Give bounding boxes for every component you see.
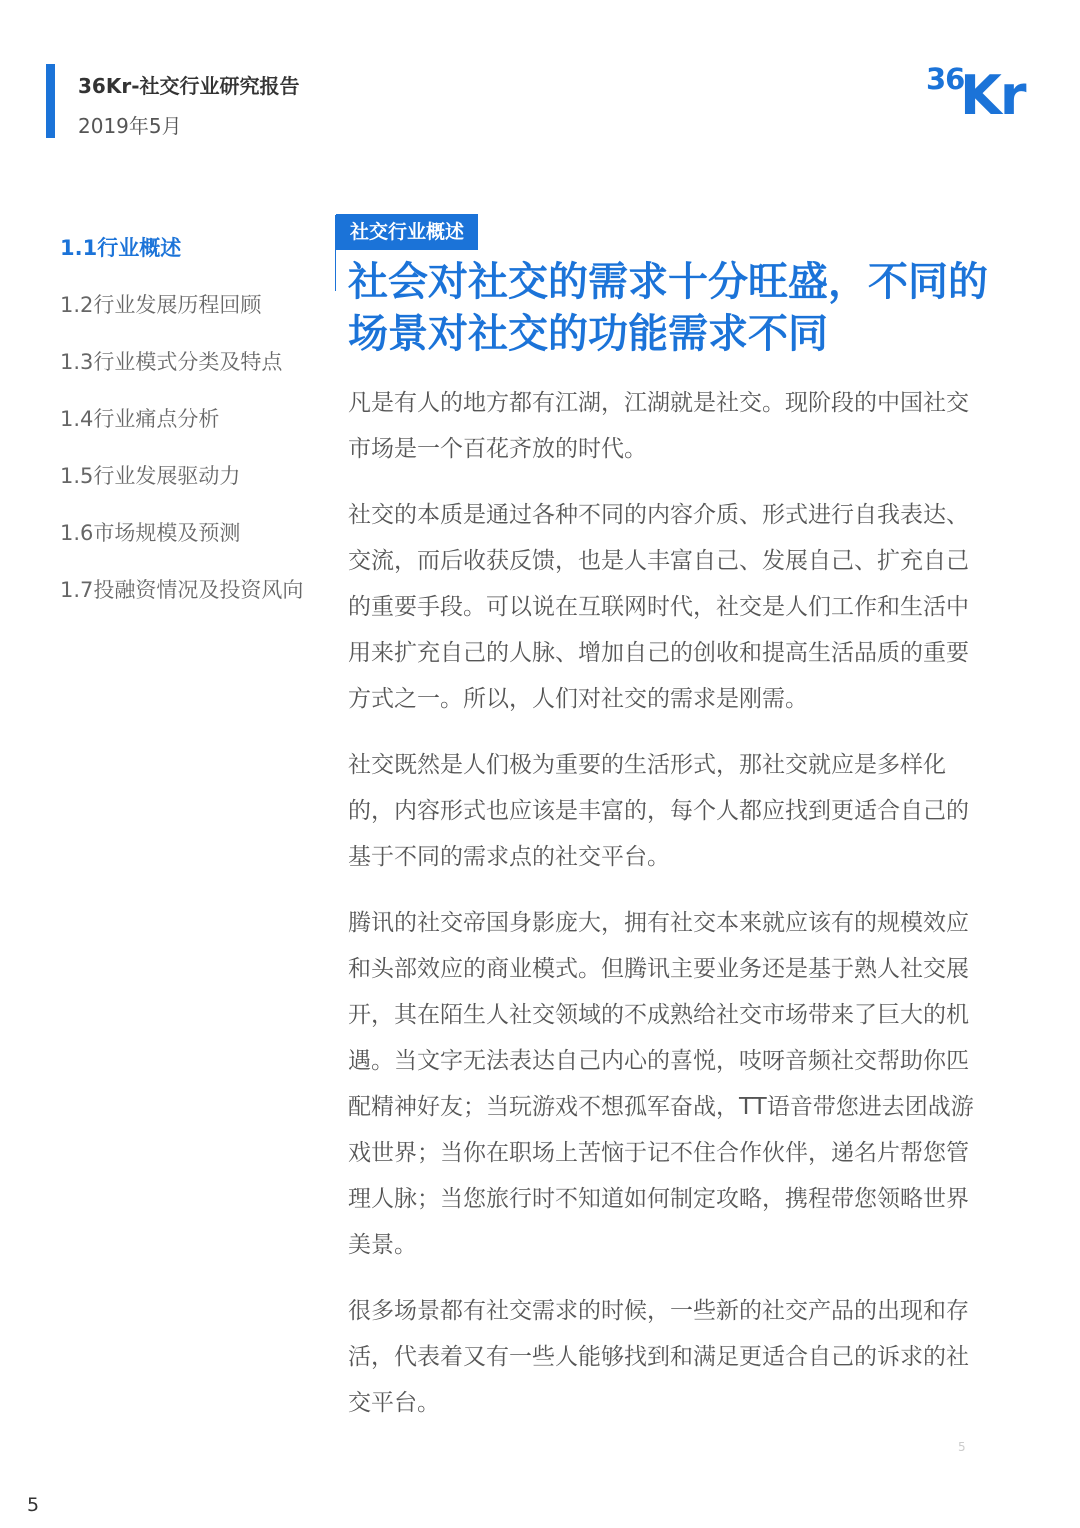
paragraph: 社交的本质是通过各种不同的内容介质、形式进行自我表达、交流，而后收获反馈，也是人丰富自己、发展自己、扩充自己的重要手段。可以说在互联网时代，社交是人们工作和生活中用来扩充自己的人脉、增加自己的创收和提高生活品质的重要方式之一。所以，人们对社交的需求是刚需。 bbox=[348, 502, 969, 712]
brand-logo bbox=[926, 58, 1038, 127]
paragraph: 凡是有人的地方都有江湖，江湖就是社交。现阶段的中国社交市场是一个百花齐放的时代。 bbox=[348, 390, 969, 462]
section-headline: 社会对社交的需求十分旺盛，不同的场景对社交的功能需求不同 bbox=[348, 259, 988, 357]
paragraph: 腾讯的社交帝国身影庞大，拥有社交本来就应该有的规模效应和头部效应的商业模式。但腾讯主要业务还是基于熟人社交展开，其在陌生人社交领域的不成熟给社交市场带来了巨大的机遇。当文字无法表达自己内心的喜悦，吱呀音频社交帮助你匹配精神好友；当玩游戏不想孤军奋战，TT语音带您进去团战游戏世界；当你在职场上苦恼于记不住合作伙伴，递名片帮您管理人脉；当您旅行时不知道如何制定攻略，携程带您领略世界美景。 bbox=[348, 910, 974, 1258]
toc-item-1-6[interactable]: 1.6市场规模及预测 bbox=[60, 521, 241, 545]
toc-item-1-3[interactable]: 1.3行业模式分类及特点 bbox=[60, 350, 283, 374]
logo-36-text: 36 bbox=[926, 62, 965, 96]
page-number: 5 bbox=[27, 1494, 40, 1516]
toc-item-1-4[interactable]: 1.4行业痛点分析 bbox=[60, 407, 220, 431]
table-of-contents bbox=[60, 234, 322, 648]
paragraph: 很多场景都有社交需求的时候，一些新的社交产品的出现和存活，代表着又有一些人能够找到和满足更适合自己的诉求的社交平台。 bbox=[348, 1298, 969, 1416]
toc-item-1-5[interactable]: 1.5行业发展驱动力 bbox=[60, 464, 241, 488]
page-number-faint: 5 bbox=[958, 1440, 966, 1454]
body-text bbox=[348, 380, 990, 1446]
report-title: 36Kr-社交行业研究报告 bbox=[78, 74, 300, 98]
section-tag: 社交行业概述 bbox=[336, 214, 478, 250]
toc-item-1-7[interactable]: 1.7投融资情况及投资风向 bbox=[60, 578, 304, 602]
report-date: 2019年5月 bbox=[78, 114, 182, 138]
header-accent-bar bbox=[46, 64, 55, 138]
paragraph: 社交既然是人们极为重要的生活形式，那社交就应是多样化的，内容形式也应该是丰富的，每个人都应找到更适合自己的基于不同的需求点的社交平台。 bbox=[348, 752, 969, 870]
toc-item-1-1[interactable]: 1.1行业概述 bbox=[60, 236, 182, 260]
logo-kr-text: Kr bbox=[960, 64, 1025, 127]
toc-item-1-2[interactable]: 1.2行业发展历程回顾 bbox=[60, 293, 262, 317]
